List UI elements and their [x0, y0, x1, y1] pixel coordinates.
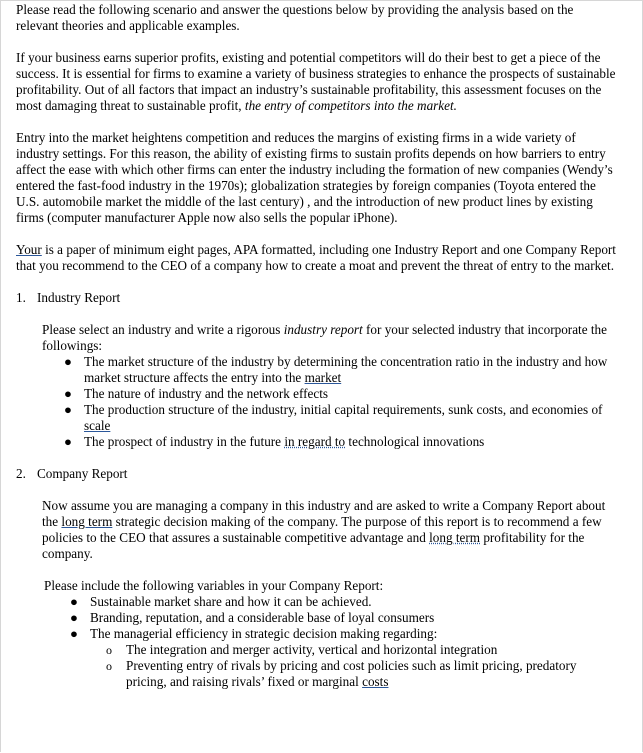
- grammar-flag-your[interactable]: Your: [16, 242, 42, 257]
- bullet-icon: ●: [70, 610, 78, 625]
- lead-text: Please select an industry and write a rigorous: [42, 322, 284, 337]
- bullet-icon: ●: [70, 626, 78, 641]
- industry-bullet-list: [16, 354, 616, 450]
- bullet-text: The prospect of industry in the future: [84, 434, 285, 449]
- section-2-title: Company Report: [37, 466, 128, 481]
- scenario-paragraph: [16, 50, 616, 114]
- list-item: [58, 386, 616, 402]
- bullet-icon: ●: [64, 434, 72, 449]
- variables-bullet-list: [16, 594, 616, 690]
- lead-text-end: for your selected industry that incorporate the followings:: [42, 322, 607, 353]
- bullet-text: The nature of industry and the network effects: [84, 386, 329, 401]
- bullet-text: The market structure of the industry by determining the concentration ratio in the industry and how market structure affects the entry into the: [84, 354, 608, 385]
- list-item: [64, 610, 616, 626]
- grammar-flag-in-regard-to[interactable]: in regard to: [284, 434, 346, 449]
- list-item: [58, 354, 616, 386]
- list-item: [58, 402, 616, 434]
- section-1-number: 1.: [16, 290, 26, 305]
- company-text-mid: strategic decision making of the company. The purpose of this report is to recommend a few policies to the CEO that assures a sustainable competitive advantage and: [42, 514, 602, 545]
- company-paragraph: [42, 498, 616, 562]
- bullet-text: The managerial efficiency in strategic decision making regarding:: [90, 626, 438, 641]
- list-item: [64, 594, 616, 610]
- circle-bullet-icon: o: [106, 659, 112, 673]
- bullet-text-end: technological innovations: [345, 434, 485, 449]
- list-item: [58, 434, 616, 450]
- list-item: [106, 658, 616, 690]
- section-1-heading: [16, 290, 616, 306]
- entry-paragraph: Entry into the market heightens competition and reduces the margins of existing firms in a wide variety of industry settings. For this reason, the ability of existing firms to sustain profits depends on how barriers to entry affect the ease with which other firms can enter the industry including the formation of new companies (Wendy’s entered the fast-food industry in the 1970s); globalization strategies by foreign companies (Toyota entered the U.S. automobile market the middle of the last century) , and the introduction of new product lines by existing firms (computer manufacturer Apple now also sells the popular iPhone).: [16, 130, 613, 225]
- bullet-icon: ●: [70, 594, 78, 609]
- company-text-end: profitability for the company.: [42, 530, 585, 561]
- scenario-text: If your business earns superior profits, existing and potential competitors will do their best to get a piece of the success. It is essential for firms to examine a variety of business strategies to enhance the prospects of sustainable profitability. Out of all factors that impact an industry’s sustainable profitability, this assessment focuses on the most damaging threat to sustainable profit,: [16, 50, 616, 113]
- bullet-text: Sustainable market share and how it can be achieved.: [90, 594, 372, 609]
- section-2-number: 2.: [16, 466, 26, 481]
- variables-lead: Please include the following variables in your Company Report:: [44, 578, 384, 593]
- section-1-lead: [42, 322, 616, 354]
- assignment-paragraph: [16, 242, 616, 274]
- list-item: [64, 626, 616, 690]
- grammar-flag-long-term-2[interactable]: long term: [429, 530, 481, 545]
- sub-bullet-list: [90, 642, 616, 690]
- section-1-title: Industry Report: [37, 290, 121, 305]
- bullet-icon: ●: [64, 402, 72, 417]
- grammar-flag-scale[interactable]: scale: [84, 418, 111, 433]
- scenario-emphasis: the entry of competitors into the market.: [244, 98, 457, 113]
- sub-bullet-text: Preventing entry of rivals by pricing and cost policies such as limit pricing, predatory pricing, and raising rivals’ fixed or marginal: [126, 658, 577, 689]
- grammar-flag-long-term-1[interactable]: long term: [61, 514, 113, 529]
- list-item: [106, 642, 616, 658]
- sub-bullet-text: The integration and merger activity, vertical and horizontal integration: [126, 642, 498, 657]
- bullet-text: Branding, reputation, and a considerable base of loyal consumers: [90, 610, 435, 625]
- document-body: [16, 2, 616, 690]
- lead-emphasis: industry report: [283, 322, 363, 337]
- intro-paragraph: Please read the following scenario and answer the questions below by providing the analysis based on the relevant theories and applicable examples.: [16, 2, 574, 33]
- grammar-flag-market[interactable]: market: [304, 370, 342, 385]
- bullet-icon: ●: [64, 354, 72, 369]
- assignment-text: is a paper of minimum eight pages, APA formatted, including one Industry Report and one Company Report that you recommend to the CEO of a company how to create a moat and prevent the threat of entry to the market.: [16, 242, 616, 273]
- grammar-flag-costs[interactable]: costs: [362, 674, 389, 689]
- circle-bullet-icon: o: [106, 643, 112, 657]
- bullet-text: The production structure of the industry, initial capital requirements, sunk costs, and economies of: [84, 402, 603, 417]
- section-2-heading: [16, 466, 616, 482]
- bullet-icon: ●: [64, 386, 72, 401]
- company-text: Now assume you are managing a company in this industry and are asked to write a Company Report about the: [42, 498, 606, 529]
